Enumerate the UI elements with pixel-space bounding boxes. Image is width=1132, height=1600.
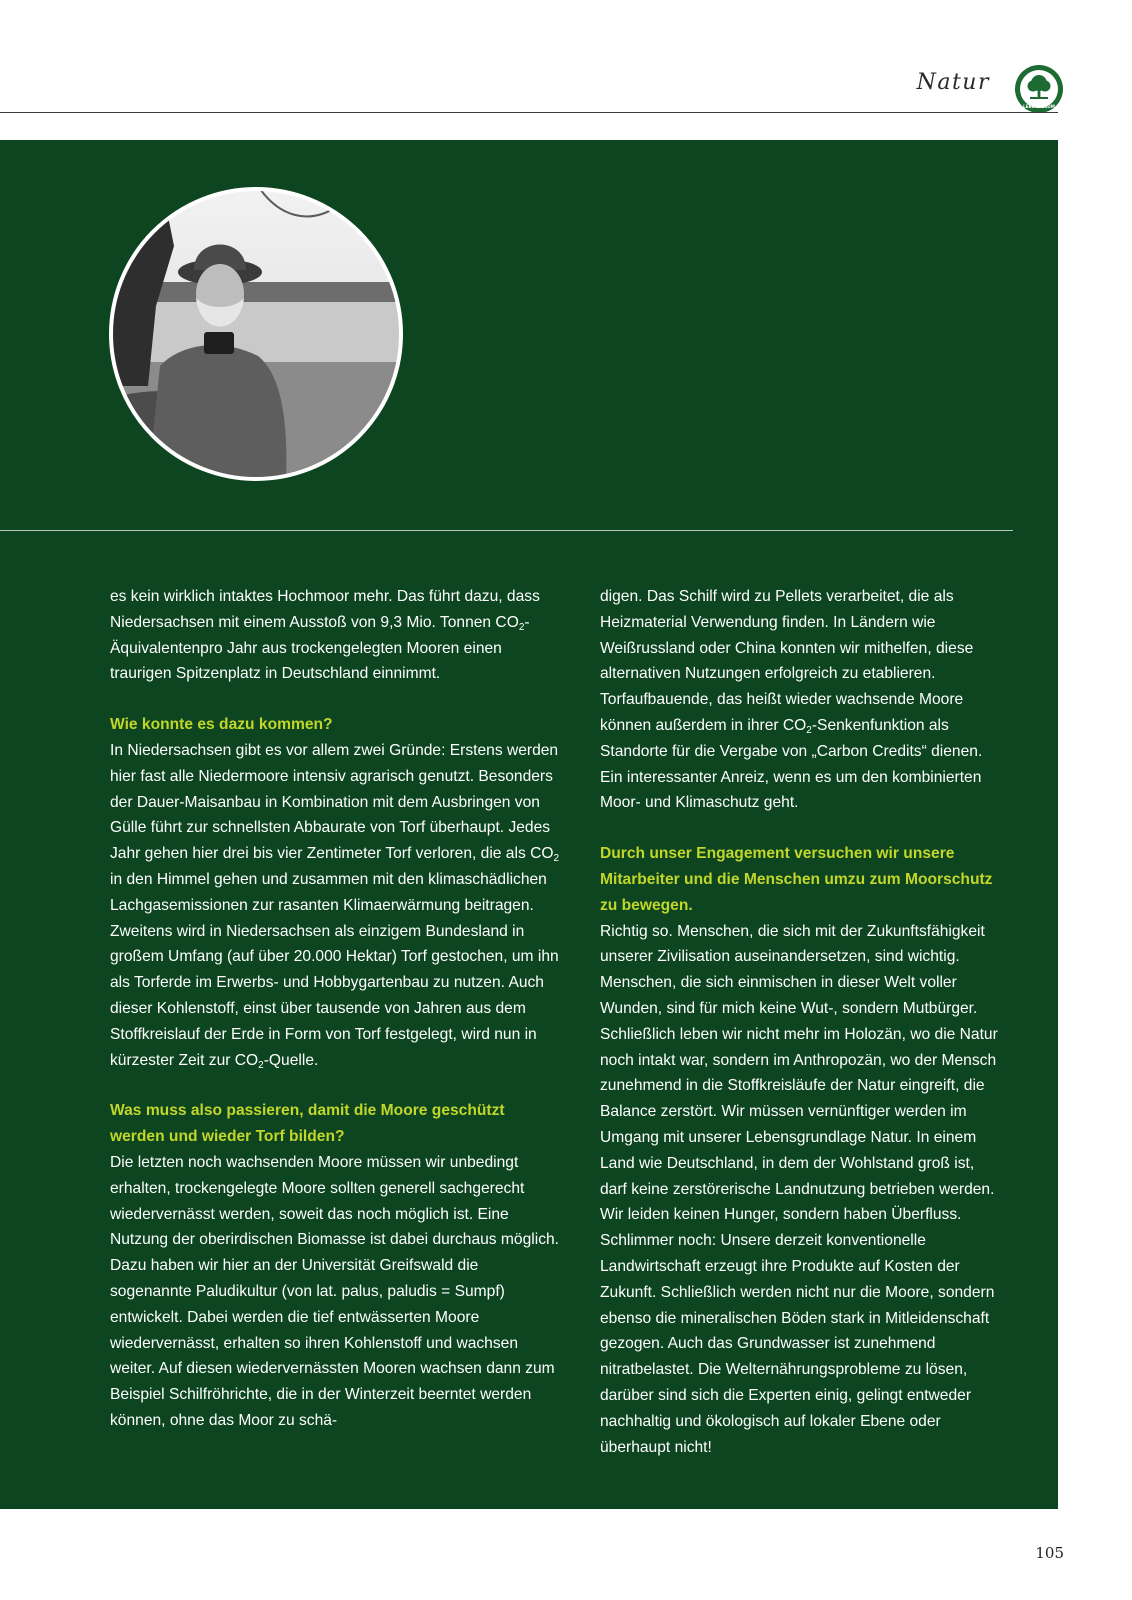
text-segment: digen. Das Schilf wird zu Pellets verarbeitet, die als Heizmaterial Verwendung finden. In Ländern wie Weißrussland oder China konnten wir mithelfen, diese alternativen Nutzungen erfolgreich zu etablieren. Torfaufbauende, das heißt wieder wachsende Moore können außerdem in ihrer CO (600, 588, 974, 734)
question-heading: Was muss also passieren, damit die Moore geschützt werden und wieder Torf bilden? (110, 1102, 505, 1146)
left-column (110, 584, 562, 1434)
page-number: 105 (1035, 1544, 1064, 1562)
text-segment: es kein wirklich intaktes Hochmoor mehr. Das führt dazu, dass Niedersachsen mit einem Ausstoß von 9,3 Mio. Tonnen CO (110, 588, 540, 631)
left-paragraph-3: Die letzten noch wachsenden Moore müssen wir unbedingt erhalten, trockengelegte Moore sollten generell sachgerecht wiedervernässt werden, soweit das noch möglich ist. Eine Nutzung der oberirdischen Biomasse ist dabei durchaus möglich. Dazu haben wir hier an der Universität Greifswald die sogenannte Paludikultur (von lat. palus, paludis = Sumpf) entwickelt. Dabei werden die tief entwässerten Moore wiedervernässt, erhalten so ihren Kohlenstoff und wachsen weiter. Auf diesen wiedervernässten Mooren wachsen dann zum Beispiel Schilfröhrichte, die in der Winterzeit beerntet werden können, ohne das Moor zu schä- (110, 1153, 559, 1429)
section-title: Natur (916, 70, 990, 95)
text-segment: -Senkenfunktion als Standorte für die Vergabe von „Carbon Credits“ dienen. Ein interessanter Anreiz, wenn es um den kombinierten Moor- und Klimaschutz geht. (600, 716, 983, 812)
text-segment: -Äquivalentenpro Jahr aus trockengelegten Mooren einen traurigen Spitzenplatz in Deutschland einnimmt. (110, 613, 530, 683)
text-segment: In Niedersachsen gibt es vor allem zwei Gründe: Erstens werden hier fast alle Niedermoore intensiv agrarisch genutzt. Besonders der Dauer-Maisanbau in Kombination mit dem Ausbringen von Gülle führt zur schnellsten Abbaurate von Torf überhaupt. Jedes Jahr gehen hier drei bis vier Zentimeter Torf verloren, die als CO (110, 741, 559, 863)
question-heading: Durch unser Engagement versuchen wir unsere Mitarbeiter und die Menschen umzu zum Moorschutz zu bewegen. (600, 845, 993, 914)
brand-logo-icon (1014, 64, 1064, 114)
subscript: 2 (258, 1059, 264, 1071)
logo-text: LEBENSBAUM (1023, 104, 1055, 109)
header-divider (0, 112, 1058, 113)
right-paragraph-1 (600, 584, 1002, 816)
subscript: 2 (518, 621, 525, 633)
question-heading: Wie konnte es dazu kommen? (110, 716, 333, 734)
text-segment: -Quelle. (263, 1051, 319, 1069)
subscript: 2 (553, 853, 560, 865)
text-segment: in den Himmel gehen und zusammen mit den klimaschädlichen Lachgasemissionen zur rasanten Klimaerwärmung beitragen. Zweitens wird in Niedersachsen als einzigem Bundesland in großem Umfang (auf über 20.000 Hektar) Torf gestochen, um ihn als Torferde im Erwerbs- und Hobbygartenbau zu nutzen. Auch dieser Kohlenstoff, einst über tausende von Jahren aus dem Stoffkreislauf der Erde in Form von Torf festgelegt, wird nun in kürzester Zeit zur CO (110, 870, 559, 1069)
left-paragraph-1 (110, 584, 562, 687)
right-column (600, 584, 1002, 1460)
portrait-photo-icon (108, 186, 404, 482)
panel-divider (0, 530, 1013, 531)
right-paragraph-2: Richtig so. Menschen, die sich mit der Zukunftsfähigkeit unserer Zivilisation auseinandersetzen, sind wichtig. Menschen, die sich einmischen in dieser Welt voller Wunden, sind für mich keine Wut-, sondern Mutbürger. Schließlich leben wir nicht mehr im Holozän, wo die Natur noch intakt war, sondern im Anthropozän, wo der Mensch zunehmend in die Stoffkreisläufe der Natur eingreift, die Balance zerstört. Wir müssen vernünftiger werden im Umgang mit unserer Lebensgrundlage Natur. In einem Land wie Deutschland, in dem der Wohlstand groß ist, darf keine zerstörerische Landnutzung betrieben werden. Wir leiden keinen Hunger, sondern haben Überfluss. Schlimmer noch: Unsere derzeit konventionelle Landwirtschaft erzeugt ihre Produkte auf Kosten der Zukunft. Schließlich werden nicht nur die Moore, sondern ebenso die mineralischen Böden stark in Mitleidenschaft gezogen. Auch das Grundwasser ist zunehmend nitratbelastet. Die Welternährungsprobleme zu lösen, darüber sind sich die Experten einig, gelingt entweder nachhaltig und ökologisch auf lokaler Ebene oder überhaupt nicht! (600, 922, 998, 1456)
left-paragraph-2 (110, 738, 562, 1073)
subscript: 2 (806, 724, 812, 736)
